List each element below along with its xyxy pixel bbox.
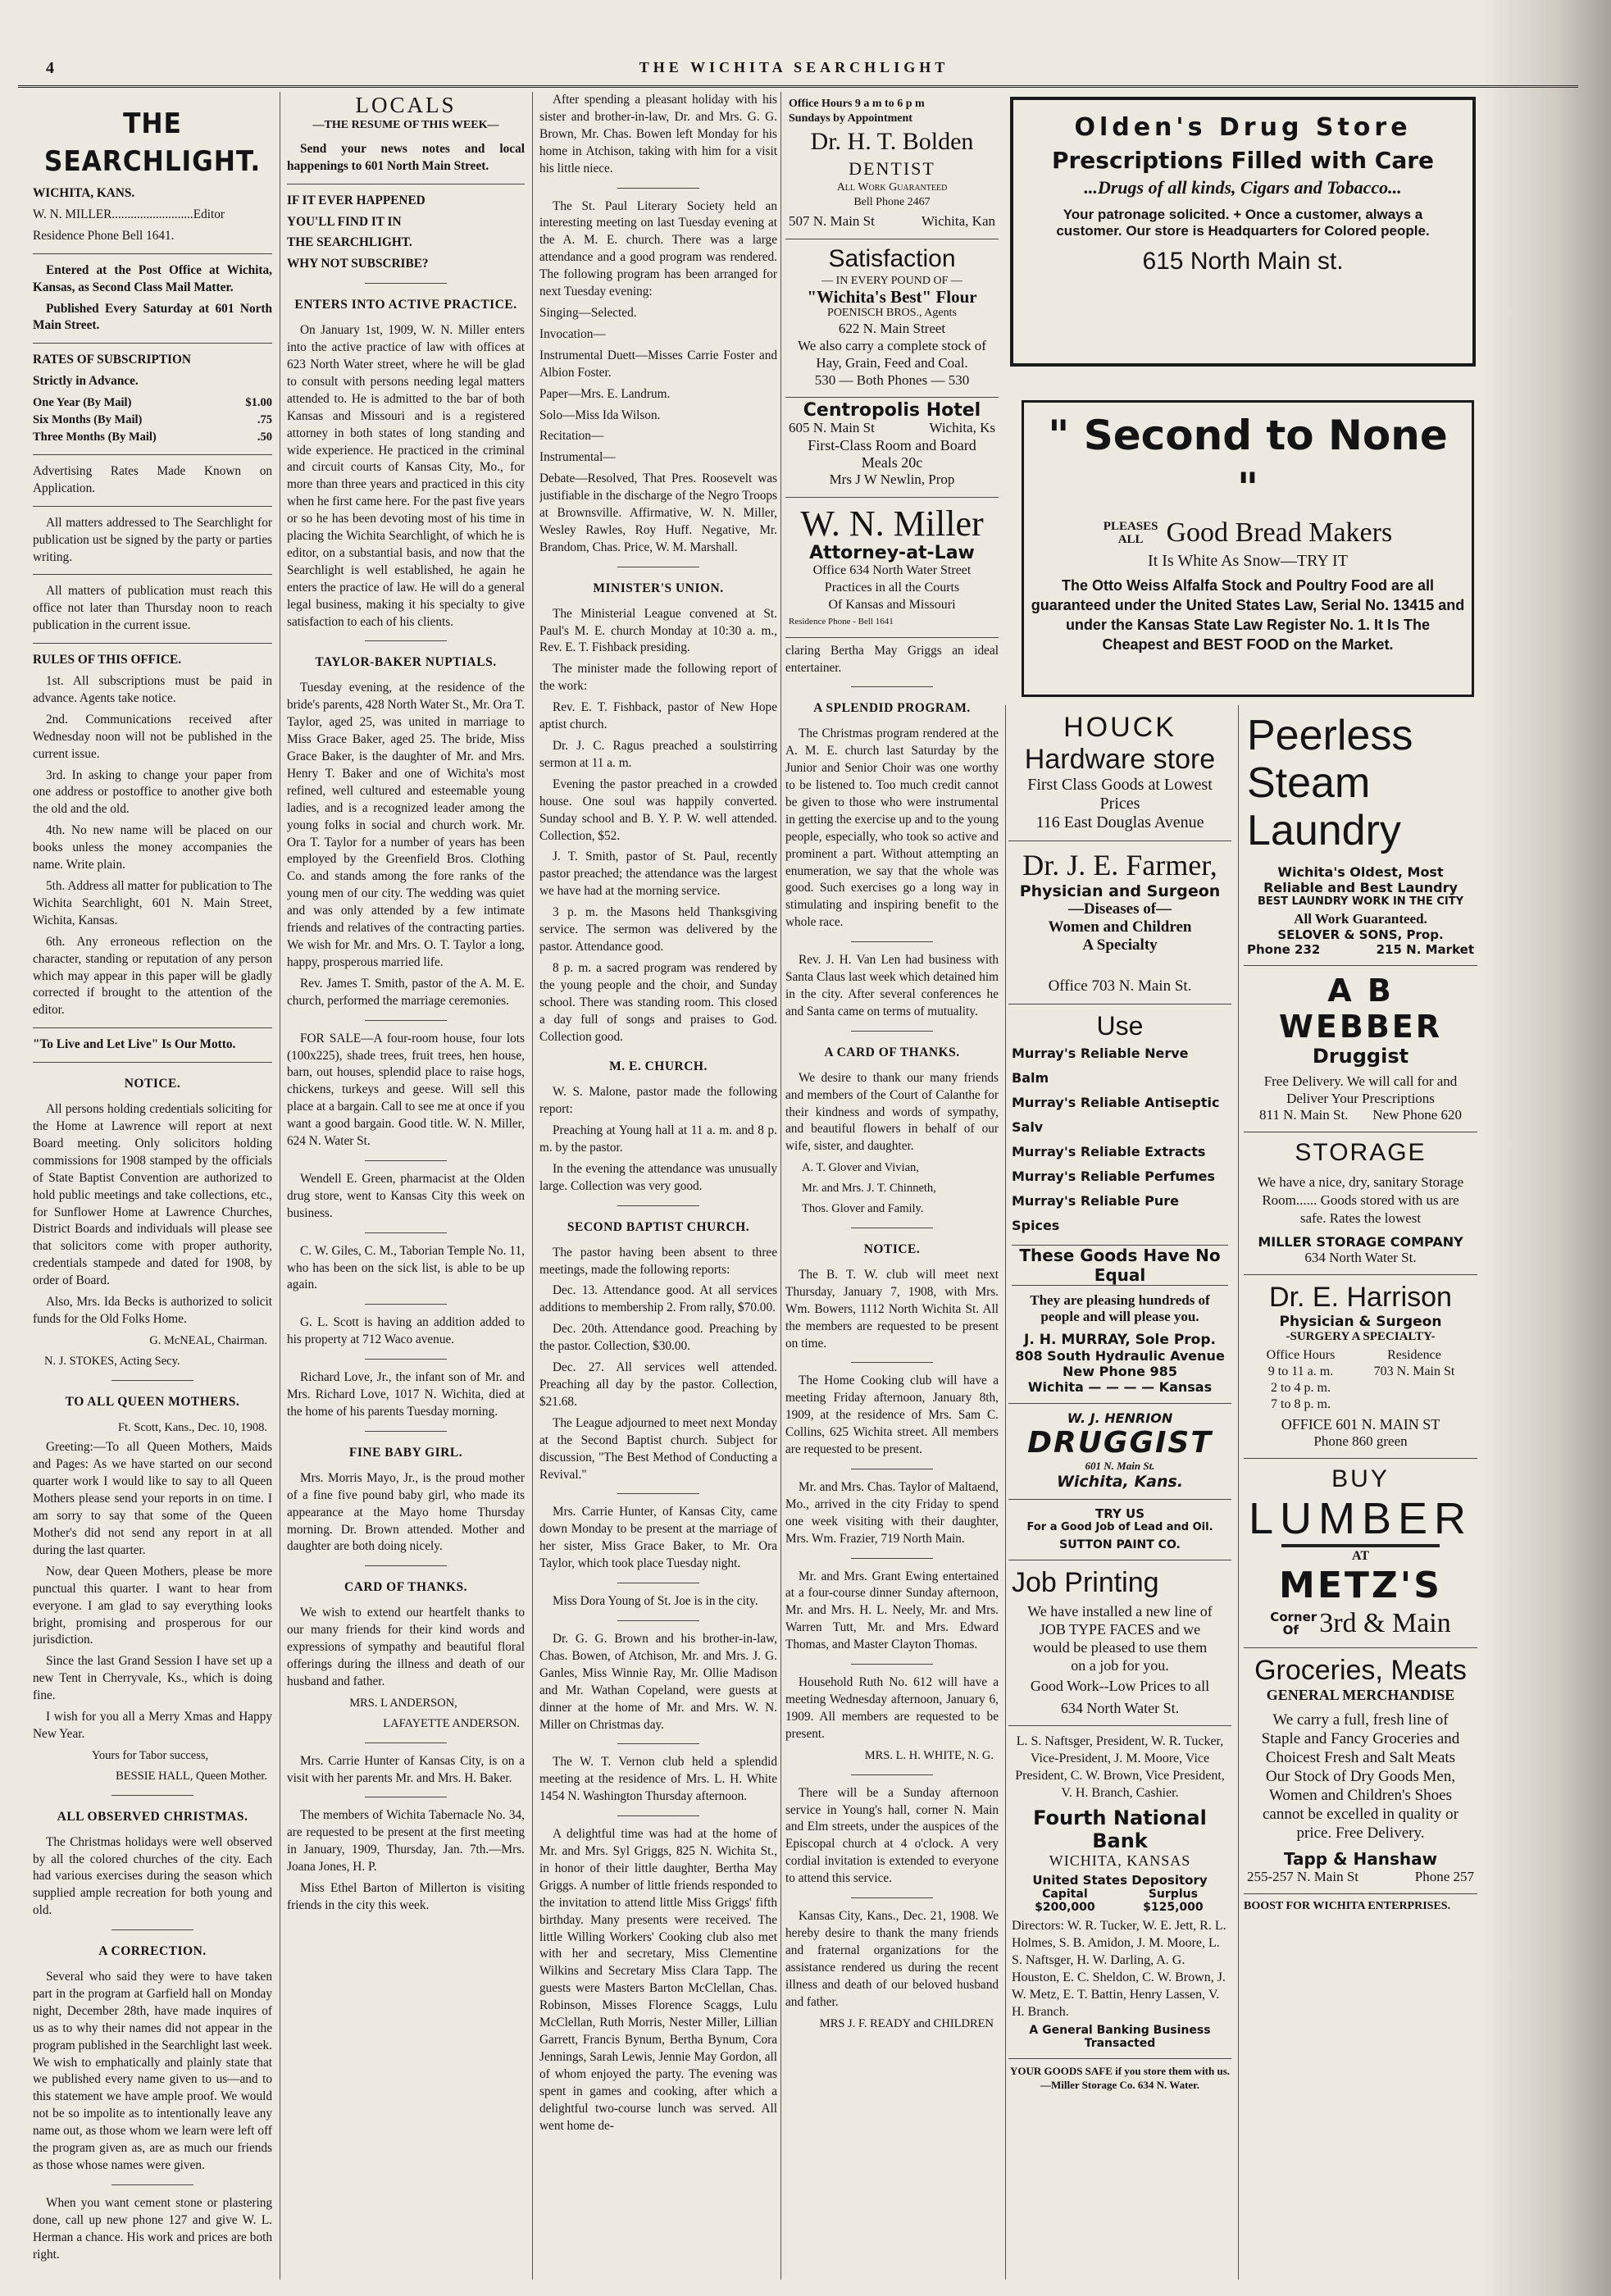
column-rule (1005, 705, 1006, 2280)
local-item: There will be a Sunday afternoon service in Young's hall, corner N. Main and Elm streets, under the auspices of the Episcopal church at 4 o'clock. A very cordial invitation is extended to everyone to attend this service. (785, 1785, 999, 1886)
signature: LAFAYETTE ANDERSON. (383, 1716, 520, 1730)
rates-title: RATES OF SUBSCRIPTION (33, 353, 191, 367)
paper-title: THE WICHITA SEARCHLIGHT (639, 59, 949, 75)
slogan-line: WHY NOT SUBSCRIBE? (287, 257, 429, 271)
article-paragraph: Also, Mrs. Ida Becks is authorized to solicit funds for the Old Folks Home. (33, 1295, 272, 1326)
divider (617, 1205, 699, 1206)
article-paragraph: Greeting:—To all Queen Mothers, Maids and Pages: As we have started on our second quarter work I would like to say to all Queen Mothers please send your reports in on time. I am sorry to say that some of the Queen Mother's did not send any report in at all during the last quarter. (33, 1440, 272, 1557)
article-paragraph: 8 p. m. a sacred program was rendered by the young people and the choir, and Sunday school. There was standing room. This closed a day full of songs and praises to God. Collection good. (539, 960, 777, 1044)
local-item: The St. Paul Literary Society held an interesting meeting on last Tuesday evening at the A. M. E. church. There was a large attendance and a good program was rendered. The following program has been arranged for next Tuesday evening: (539, 198, 777, 299)
program-item: Debate—Resolved, That Pres. Roosevelt was justifiable in the discharge of the Negro Troops at Brownsville. Affirmative, W. N. Miller, Wesley Rawles, Roy Huff. Negative, Mr. Brandom, Chas. Price, W. M. Marshall. (539, 472, 777, 554)
ad-groceries: Groceries, Meats GENERAL MERCHANDISE We carry a full, fresh line of Staple and Fancy Groceries and Choicest Fresh and Salt Meats Our Stock of Dry Goods Men, Women and Children's Shoes cannot be excelled in quality or price. Free Delivery. Tapp & Hanshaw 255-257 N. Main St Phone 257 (1247, 1655, 1474, 1884)
divider (33, 643, 272, 644)
column-rule (780, 92, 781, 2280)
program-item: Solo—Miss Ida Wilson. (539, 408, 661, 422)
local-item: The Home Cooking club will have a meeting Friday afternoon, January 8th, 1909, at the residence of Mrs. Sam C. Collins, 625 Wichita street. All members are requested to be present. (785, 1374, 999, 1457)
rule-item: 1st. All subscriptions must be paid in advance. Agents take notice. (33, 674, 272, 705)
ad-second-to-none: " Second to None " PLEASES ALL Good Bread Makers It Is White As Snow—TRY IT The Otto Weiss Alfalfa Stock and Poultry Food are all guaranteed under the United States Law, Serial No. 13415 and under the Kansas State Law Register No. 1. It Is The Cheapest and BEST FOOD on the Market. (1022, 400, 1474, 697)
column-locals (287, 92, 525, 2277)
article-paragraph: The pastor having been absent to three meetings, made the following reports: (539, 1245, 777, 1277)
local-item: Miss Ethel Barton of Millerton is visiting friends in the city this week. (287, 1881, 525, 1912)
divider (111, 1929, 193, 1930)
article-paragraph: The Ministerial League convened at St. Paul's M. E. church Monday at 10:30 a. m., Rev. E. T. Fishback presiding. (539, 606, 777, 655)
ad-storage: STORAGE We have a nice, dry, sanitary Storage Room...... Goods stored with us are safe. Rates the lowest MILLER STORAGE COMPANY 634 North Water St. (1244, 1132, 1477, 1275)
ad-webber-druggist: A B WEBBER Druggist Free Delivery. We will call for and Deliver Your Prescriptions 811 N. Main St. New Phone 620 (1244, 966, 1477, 1132)
divider (365, 640, 447, 641)
divider (851, 1774, 933, 1775)
article-paragraph: The B. T. W. club will meet next Thursday, January 7, 1908, with Mrs. Wm. Bowers, 1112 North Wichita St. All the members are requested to be present on time. (785, 1267, 999, 1351)
program-item: Singing—Selected. (539, 305, 637, 320)
divider (617, 188, 699, 189)
rule-item: 3rd. In asking to change your paper from one address or postoffice to another give both the old and the old. (33, 768, 272, 817)
article-paragraph: When you want cement stone or plastering done, call up new phone 127 and give W. L. Herman a chance. His work and prices are both right. (33, 2195, 272, 2262)
divider (617, 1815, 699, 1816)
boost-slogan: BOOST FOR WICHITA ENTERPRISES. (1244, 1893, 1477, 1914)
rates-table (33, 394, 272, 446)
signature: Yours for Tabor success, (91, 1748, 209, 1762)
ad-olden-drug-store: Olden's Drug Store Prescriptions Filled with Care ...Drugs of all kinds, Cigars and Tobacco... Your patronage solicited. + Once a customer, always a customer. Our store is Headquarters for Colored people. 615 North Main st. (1010, 97, 1476, 367)
divider (33, 1027, 272, 1028)
local-item: After spending a pleasant holiday with his sister and brother-in-law, Dr. and Mrs. G. G. Brown, Mr. Chas. Bowen left Monday for his home in Atchison, taking with him for a visit his little niece. (539, 93, 777, 175)
divider (365, 1359, 447, 1360)
headline: NOTICE. (124, 1077, 181, 1091)
headline: M. E. CHURCH. (609, 1059, 708, 1074)
ad-storage-safe: YOUR GOODS SAFE if you store them with us.—Miller Storage Co. 634 N. Water. (1008, 2058, 1231, 2092)
dateline: Ft. Scott, Kans., Dec. 10, 1908. (117, 1420, 267, 1434)
article-paragraph: All persons holding credentials soliciting for the Home at Lawrence will report at next Board meeting. Only solicitors holding commissions for 1908 stamped by the officials of State Baptist Convention are authorized to hold public meetings and take collections, etc., for Sunflower Home at Lawrence Churches, District Boards and individuals will please see that solicitors come with proper authority, credentials stampede and dated for 1908, by order of Board. (33, 1102, 272, 1288)
ad-job-printing: Job Printing We have installed a new line of JOB TYPE FACES and we would be pleased to use them on a job for you. Good Work--Low Prices to all 634 North Water St. (1008, 1560, 1231, 1726)
news-prompt: Send your news notes and local happenings to 601 North Main Street. (287, 141, 525, 173)
column-masthead (33, 92, 272, 2277)
divider (617, 1493, 699, 1494)
article-paragraph: The minister made the following report of the work: (539, 662, 777, 694)
article-paragraph: Several who said they were to have taken part in the program at Garfield hall on Monday night, December 28th, have made inquires of us as to why their names did not appear in the program published in the Searchlight last week. We wish to emphatically and plainly state that we published every name given to us—and to this statement we have ample proof. We would not be so impolite as to intentionally leave any name out, as those whom we learn were left off the program given as, are as much our friends as those whose names were given. (33, 1970, 272, 2172)
article-paragraph: We wish to extend our heartfelt thanks to our many friends for their kind words and expressions of sympathy and beautiful floral offerings during the illness and death of our husband and father. (287, 1606, 525, 1688)
headline: A SPLENDID PROGRAM. (813, 701, 971, 716)
slogan-line: YOU'LL FIND IT IN (287, 214, 402, 229)
divider (851, 1897, 933, 1898)
headline: TO ALL QUEEN MOTHERS. (65, 1394, 240, 1409)
program-item: Instrumental Duett—Misses Carrie Foster and Albion Foster. (539, 348, 777, 380)
headline: ALL OBSERVED CHRISTMAS. (57, 1809, 248, 1824)
divider (365, 1565, 447, 1566)
article-paragraph: W. S. Malone, pastor made the following report: (539, 1085, 777, 1117)
page-header (10, 59, 1578, 80)
ad-houck-hardware: HOUCK Hardware store First Class Goods at Lowest Prices 116 East Douglas Avenue (1008, 705, 1231, 841)
divider (33, 343, 272, 344)
editor-line: W. N. MILLER..........................Editor (33, 207, 225, 221)
column-news (539, 92, 777, 2277)
article-paragraph: Preaching at Young hall at 11 a. m. and 8 p. m. by the pastor. (539, 1123, 777, 1155)
local-item: The W. T. Vernon club held a splendid meeting at the residence of Mrs. L. H. White 1454 N. Washington Thursday afternoon. (539, 1755, 777, 1804)
policy-paragraph: All matters addressed to The Searchlight for publication ust be signed by the party or parties writing. (33, 515, 272, 564)
divider (111, 1380, 193, 1381)
section-title: LOCALS (355, 93, 457, 117)
headline: FINE BABY GIRL. (348, 1445, 463, 1460)
slogan-line: IF IT EVER HAPPENED (287, 193, 426, 207)
page-edge-shadow (1480, 0, 1611, 2296)
table-row: Six Months (By Mail) .75 (33, 413, 272, 427)
slogan-line: THE SEARCHLIGHT. (287, 235, 412, 250)
masthead: THE SEARCHLIGHT. (43, 107, 262, 178)
divider (851, 941, 933, 942)
ad-murray: Use Murray's Reliable Nerve Balm Murray's Reliable Antiseptic Salv Murray's Reliable Extracts Murray's Reliable Perfumes Murray's Reliable Pure Spices These Goods Have No Equal They are pleasing hundreds of people and will please you. J. H. MURRAY, Sole Prop. 808 South Hydraulic Avenue New Phone 985 Wichita — — — — Kansas (1008, 1004, 1231, 1404)
program-item: Instrumental— (539, 450, 616, 465)
ad-bolden: Office Hours 9 a m to 6 p m Sundays by Appointment Dr. H. T. Bolden DENTIST All Work Guaranteed Bell Phone 2467 507 N. Main St Wichita, Kan (785, 92, 999, 239)
headline: MINISTER'S UNION. (593, 581, 724, 595)
article-paragraph: Tuesday evening, at the residence of the bride's parents, 428 North Water St., Mr. Ora T. Taylor, aged 25, was united in marriage to Miss Grace Baker, aged 25. The bride, Miss Grace Baker, is the daughter of Mr. and Mrs. Henry T. Baker and one of Wichita's most refined, well cultured and esteemable young ladies, and is a recognized leader among the young folks in social and church work. Mr. Ora T. Taylor for a number of years has been employed by the Greenfield Bros. Clothing Co. and stands among the fore ranks of the young men of our city. The wedding was quiet and was only attended by a few intimate friends and relatives of the contracting parties. We wish for Mr. and Mrs. O. T. Taylor a long, happy, prosperous married life. (287, 681, 525, 969)
article-paragraph: 3 p. m. the Masons held Thanksgiving service. The sermon was delivered by the pastor. Attendance good. (539, 905, 777, 954)
divider (851, 1031, 933, 1032)
divider (33, 454, 272, 455)
divider (851, 686, 933, 687)
motto: "To Live and Let Live" Is Our Motto. (33, 1037, 236, 1052)
divider (851, 1362, 933, 1363)
local-item: G. L. Scott is having an addition added to his property at 712 Waco avenue. (287, 1315, 525, 1347)
divider (33, 506, 272, 507)
column-rule (1238, 705, 1239, 2280)
signature: Thos. Glover and Family. (802, 1202, 924, 1216)
article-paragraph: Mrs. Morris Mayo, Jr., is the proud mother of a fine five pound baby girl, who made its appearance at the Mayo home Thursday morning. Dr. Brown attended. Mother and daughter are both doing nicely. (287, 1470, 525, 1554)
table-row: Three Months (By Mail) .50 (33, 430, 272, 444)
ad-fourth-national-bank: L. S. Naftsger, President, W. R. Tucker, Vice-President, J. M. Moore, Vice President, C. W. Brown, Vice President, V. H. Branch, Cashier. Fourth National Bank WICHITA, KANSAS United States Depository Capital $200,000 Surplus $125,000 Directors: W. R. Tucker, W. E. Jett, R. L. Holmes, S. B. Amidon, J. M. Moore, L. S. Naftsger, H. W. Darling, A. G. Houston, E. C. Sheldon, C. W. Brown, J. W. Metz, E. T. Battin, Henry Lassen, V. H. Branch. A General Banking Business Transacted (1012, 1734, 1226, 2050)
divider (365, 283, 447, 284)
divider (111, 1795, 193, 1796)
signature: G. McNEAL, Chairman. (149, 1333, 267, 1347)
entered-notice: Entered at the Post Office at Wichita, Kansas, as Second Class Mail Matter. (33, 262, 272, 294)
ad-farmer: Dr. J. E. Farmer, Physician and Surgeon —Diseases of— Women and Children A Specialty Office 703 N. Main St. (1008, 841, 1231, 1004)
signature: BESSIE HALL, Queen Mother. (116, 1769, 267, 1783)
article-paragraph: The Christmas program rendered at the A. M. E. church last Saturday by the Junior and Senior Choir was one worthy to be listened to. Too much credit cannot be given to those who were instrumental in getting the exercise up and to the young people, especially, who took so active and prominent a part. Without attempting an enumeration, we say that the whole was good. Such exercises go a long way in stimulating and inspiring benefit to the whole race. (785, 727, 999, 930)
column-ads-5 (1008, 705, 1231, 2276)
local-item: The members of Wichita Tabernacle No. 34, are requested to be present at the first meeting in January, 1909, Thursday, Jan. 7th.—Mrs. Joana Jones, H. P. (287, 1808, 525, 1875)
article-paragraph: Dec. 27. All services well attended. Preaching all day by the pastor. Collection, $21.68. (539, 1360, 777, 1409)
signature: MRS. L. H. WHITE, N. G. (864, 1748, 994, 1762)
article-paragraph: Dr. J. C. Ragus preached a soulstirring sermon at 11 a. m. (539, 739, 777, 770)
headline: CARD OF THANKS. (344, 1580, 468, 1595)
program-item: Paper—Mrs. E. Landrum. (539, 386, 671, 401)
section-subtitle: —THE RESUME OF THIS WEEK— (312, 118, 499, 131)
local-item: Mr. and Mrs. Chas. Taylor of Maltaend, Mo., arrived in the city Friday to spend one week visiting with their daughter, Mrs. Wm. Frazier, 719 North Main. (785, 1479, 999, 1546)
rule-item: 4th. No new name will be placed on our books unless the money accompanies the name. Write plain. (33, 823, 272, 872)
ad-henrion: W. J. HENRION DRUGGIST 601 N. Main St. Wichita, Kans. (1008, 1404, 1231, 1500)
article-paragraph: Dec. 20th. Attendance good. Preaching by the pastor. Collection, $30.00. (539, 1322, 777, 1354)
article-paragraph: J. T. Smith, pastor of St. Paul, recently pastor preached; the attendance was the largest we have had at the morning service. (539, 850, 777, 899)
local-item: Household Ruth No. 612 will have a meeting Wednesday afternoon, January 6, 1909. All members are requested to be present. (785, 1675, 999, 1741)
local-item: Mrs. Carrie Hunter, of Kansas City, came down Monday to be present at the marriage of her sister, Miss Grace Baker, to Mr. Ora Taylor, which took place Tuesday night. (539, 1505, 777, 1571)
local-item: Wendell E. Green, pharmacist at the Olden drug store, went to Kansas City this week on business. (287, 1171, 525, 1220)
article-paragraph: On January 1st, 1909, W. N. Miller enters into the active practice of law with offices at 623 North Water street, where he will be glad to consult with persons needing legal matters attended to. He is admitted to the bar of both Kansas and Missouri and is a registered attorney in both states of long standing and wide experience. He practiced in the criminal and circuit courts of Kansas City, Mo., for more than three years and practiced in this city when he first came here. For the past five years or so he has been devoting most of his time in placing the Wichita Searchlight, of which he is editor, on a substantial basis, and now that the Searchlight is well established, he again he enters the practice of law. He will do a general legal business, making it his specialty to give satisfaction to each of his clients. (287, 323, 525, 629)
rule-item: 2nd. Communications received after Wednesday noon will not be published in the current issue. (33, 712, 272, 761)
rule-item: 5th. Address all matter for publication to The Wichita Searchlight, 601 N. Main Street, Wichita, Kansas. (33, 879, 272, 927)
divider (851, 1664, 933, 1665)
article-paragraph: Now, dear Queen Mothers, please be more punctual this quarter. I want to hear from everyone. I am glad to say everything looks bright, promising and prosperous for our jurisdiction. (33, 1564, 272, 1647)
policy-paragraph: All matters of publication must reach this office not later than Thursday noon to reach publication in the current issue. (33, 584, 272, 633)
divider (33, 1062, 272, 1063)
article-paragraph: Evening the pastor preached in a crowded house. One soul was happily converted. Sunday school and B. Y. P. W. well attended. Collection, $52. (539, 777, 777, 843)
divider (617, 1743, 699, 1744)
rates-subtitle: Strictly in Advance. (33, 374, 139, 389)
ad-miller-attorney: W. N. Miller Attorney-at-Law Office 634 North Water Street Practices in all the Courts Of Kansas and Missouri Residence Phone - Bell 1641 (785, 498, 999, 638)
headline: A CARD OF THANKS. (824, 1045, 960, 1059)
article-paragraph: We desire to thank our many friends and members of the Court of Calanthe for their kindness and words of sympathy, and beautiful flowers in behalf of our wife, sister, and daughter. (785, 1070, 999, 1154)
headline: SECOND BAPTIST CHURCH. (567, 1219, 750, 1234)
classified-ad: FOR SALE—A four-room house, four lots (100x225), shade trees, fruit trees, hen house, barn, out houses, splendid place to raise hogs, chickens, turkeys and geese. Will sell this place at a bargain. Call to see me at once if you want a good bargain. Good title. W. N. Miller, 624 N. Water St. (287, 1031, 525, 1149)
divider (365, 1431, 447, 1432)
column-ads-6 (1244, 705, 1477, 2276)
article-paragraph: Rev. James T. Smith, pastor of the A. M. E. church, performed the marriage ceremonies. (287, 976, 525, 1008)
article-paragraph: Rev. E. T. Fishback, pastor of New Hope aptist church. (539, 700, 777, 732)
divider (365, 1742, 447, 1743)
headline: A CORRECTION. (98, 1944, 207, 1959)
article-paragraph: The Christmas holidays were well observed by all the colored churches of the city. Each had various exercises during the season which supplied ample recreation for both young and old. (33, 1834, 272, 1918)
divider (851, 1558, 933, 1559)
divider (33, 574, 272, 575)
divider (365, 1304, 447, 1305)
signature: MRS J. F. READY and CHILDREN (819, 2016, 994, 2030)
headline: NOTICE. (863, 1241, 921, 1256)
local-item: A delightful time was had at the home of Mr. and Mrs. Syl Griggs, 825 N. Wichita St., in honor of their little daughter, Bertha May Griggs. A number of little friends responded to the invitation to attend little Miss Griggs' fifth birthday. Many presents were received. The little Willing Workers' Cooking club also met with her and secretary, Miss Clementine Wilkins and Secretary Miss Clara Tapp. The guests were Masters Barton McClellan, Chas. Robinson, Misses Florence Scaggs, Lulu McClellan, Ruth Morris, Nester Miller, Lillian Garrett, Francis Bynum, Bertha Bynum, Cora Jennings, Sarah Lewis, Jennie May Gordon, all of whom enjoyed the party. The evening was spent in games and cooking, after which a delightful two-course lunch was served. All went home de- (539, 1827, 777, 2133)
local-item: claring Bertha May Griggs an ideal entertainer. (785, 643, 999, 675)
signature: MRS. L ANDERSON, (349, 1696, 457, 1710)
local-item: Mr. and Mrs. Grant Ewing entertained at a four-course dinner Sunday afternoon, Mr. and Mrs. H. L. Neely, Mr. and Mrs. Warren Tutt, Mr. and Mrs. Edward Thomas, and Master Clayton Thomas. (785, 1569, 999, 1652)
local-item: Dr. G. G. Brown and his brother-in-law, Chas. Bowen, of Atchison, Mr. and Mrs. J. G. Ganles, Miss Winnie Ray, Mr. Ollie Madison and Mr. Wathan Copeland, were guests at dinner at the home of Mr. and Mrs. W. N. Miller on Christmas day. (539, 1631, 777, 1732)
signature: N. J. STOKES, Acting Secy. (44, 1354, 180, 1368)
article-paragraph: In the evening the attendance was unusually large. Collection was very good. (539, 1161, 777, 1193)
local-item: C. W. Giles, C. M., Taborian Temple No. 11, who has been on the sick list, is able to be up again. (287, 1243, 525, 1292)
divider (365, 1020, 447, 1021)
ad-metz-lumber: BUY LUMBER AT METZ'S Corner Of 3rd & Main (1244, 1459, 1477, 1648)
published-notice: Published Every Saturday at 601 North Main Street. (33, 301, 272, 333)
column-rule (532, 92, 533, 2280)
local-item: Mrs. Carrie Hunter of Kansas City, is on a visit with her parents Mr. and Mrs. H. Baker. (287, 1753, 525, 1785)
ad-sutton: TRY US For a Good Job of Lead and Oil. SUTTON PAINT CO. (1008, 1500, 1231, 1560)
program-item: Recitation— (539, 429, 604, 444)
editor-phone: Residence Phone Bell 1641. (33, 228, 175, 243)
divider (33, 253, 272, 254)
article-paragraph: The League adjourned to meet next Monday at the Second Baptist church. Subject for discussion, "The Best Method of Conducting a Revival." (539, 1415, 777, 1482)
local-item: Miss Dora Young of St. Joe is in the city. (553, 1594, 758, 1609)
ad-peerless-laundry: Peerless Steam Laundry Wichita's Oldest, Most Reliable and Best Laundry BEST LAUNDRY WORK IN THE CITY All Work Guaranteed. SELOVER & SONS, Prop. Phone 232 215 N. Market (1244, 705, 1477, 966)
ad-satisfaction: Satisfaction — IN EVERY POUND OF — "Wichita's Best" Flour POENISCH BROS., Agents 622 N. Main Street We also carry a complete stock of Hay, Grain, Feed and Coal. 530 — Both Phones — 530 (785, 239, 999, 399)
signature: Mr. and Mrs. J. T. Chinneth, (802, 1182, 936, 1196)
signature: A. T. Glover and Vivian, (802, 1161, 919, 1175)
ad-centropolis: Centropolis Hotel 605 N. Main St Wichita, Ks First-Class Room and Board Meals 20c Mrs J W Newlin, Prop (785, 398, 999, 498)
local-item: Rev. J. H. Van Len had business with Santa Claus last week which detained him in the city. After several conferences he and Santa came on terms of mutuality. (785, 953, 999, 1018)
advertising-note: Advertising Rates Made Known on Application. (33, 463, 272, 495)
headline: TAYLOR-BAKER NUPTIALS. (315, 655, 497, 670)
article-paragraph: Dec. 13. Attendance good. At all services additions to membership 2. From rally, $70.00. (539, 1283, 777, 1315)
article-paragraph: I wish for you all a Merry Xmas and Happy New Year. (33, 1710, 272, 1741)
pub-line: WICHITA, KANS. (33, 186, 135, 200)
local-item: Richard Love, Jr., the infant son of Mr. and Mrs. Richard Love, 1017 N. Wichita, died at the home of his parents Tuesday morning. (287, 1370, 525, 1419)
article-paragraph: Since the last Grand Session I have set up a new Tent in Cherryvale, Ks., which is doing fine. (33, 1654, 272, 1703)
page-number: 4 (46, 59, 54, 77)
column-ads-news (785, 92, 999, 2277)
ad-harrison: Dr. E. Harrison Physician & Surgeon -SURGERY A SPECIALTY- Office Hours 9 to 11 a. m. 2 to 4 p. m. 7 to 8 p. m. Residence 703 N. Main St OFFICE 601 N. MAIN ST Phone 860 green (1244, 1275, 1477, 1459)
program-item: Invocation— (539, 326, 606, 341)
local-item: Kansas City, Kans., Dec. 21, 1908. We hereby desire to thank the many friends and fraternal organizations for the assistance rendered us during the recent illness and death of our beloved husband and father. (785, 1909, 999, 2009)
divider (365, 1160, 447, 1161)
header-rule (18, 85, 1578, 88)
rule-item: 6th. Any erroneous reflection on the character, standing or reputation of any person which may appear in this paper will be gladly corrected if brought to the attention of the editor. (33, 934, 272, 1018)
headline: ENTERS INTO ACTIVE PRACTICE. (294, 298, 517, 312)
divider (617, 1620, 699, 1621)
rules-title: RULES OF THIS OFFICE. (33, 653, 182, 667)
table-row: One Year (By Mail) $1.00 (33, 396, 272, 410)
divider (111, 2184, 193, 2185)
divider (365, 1232, 447, 1233)
